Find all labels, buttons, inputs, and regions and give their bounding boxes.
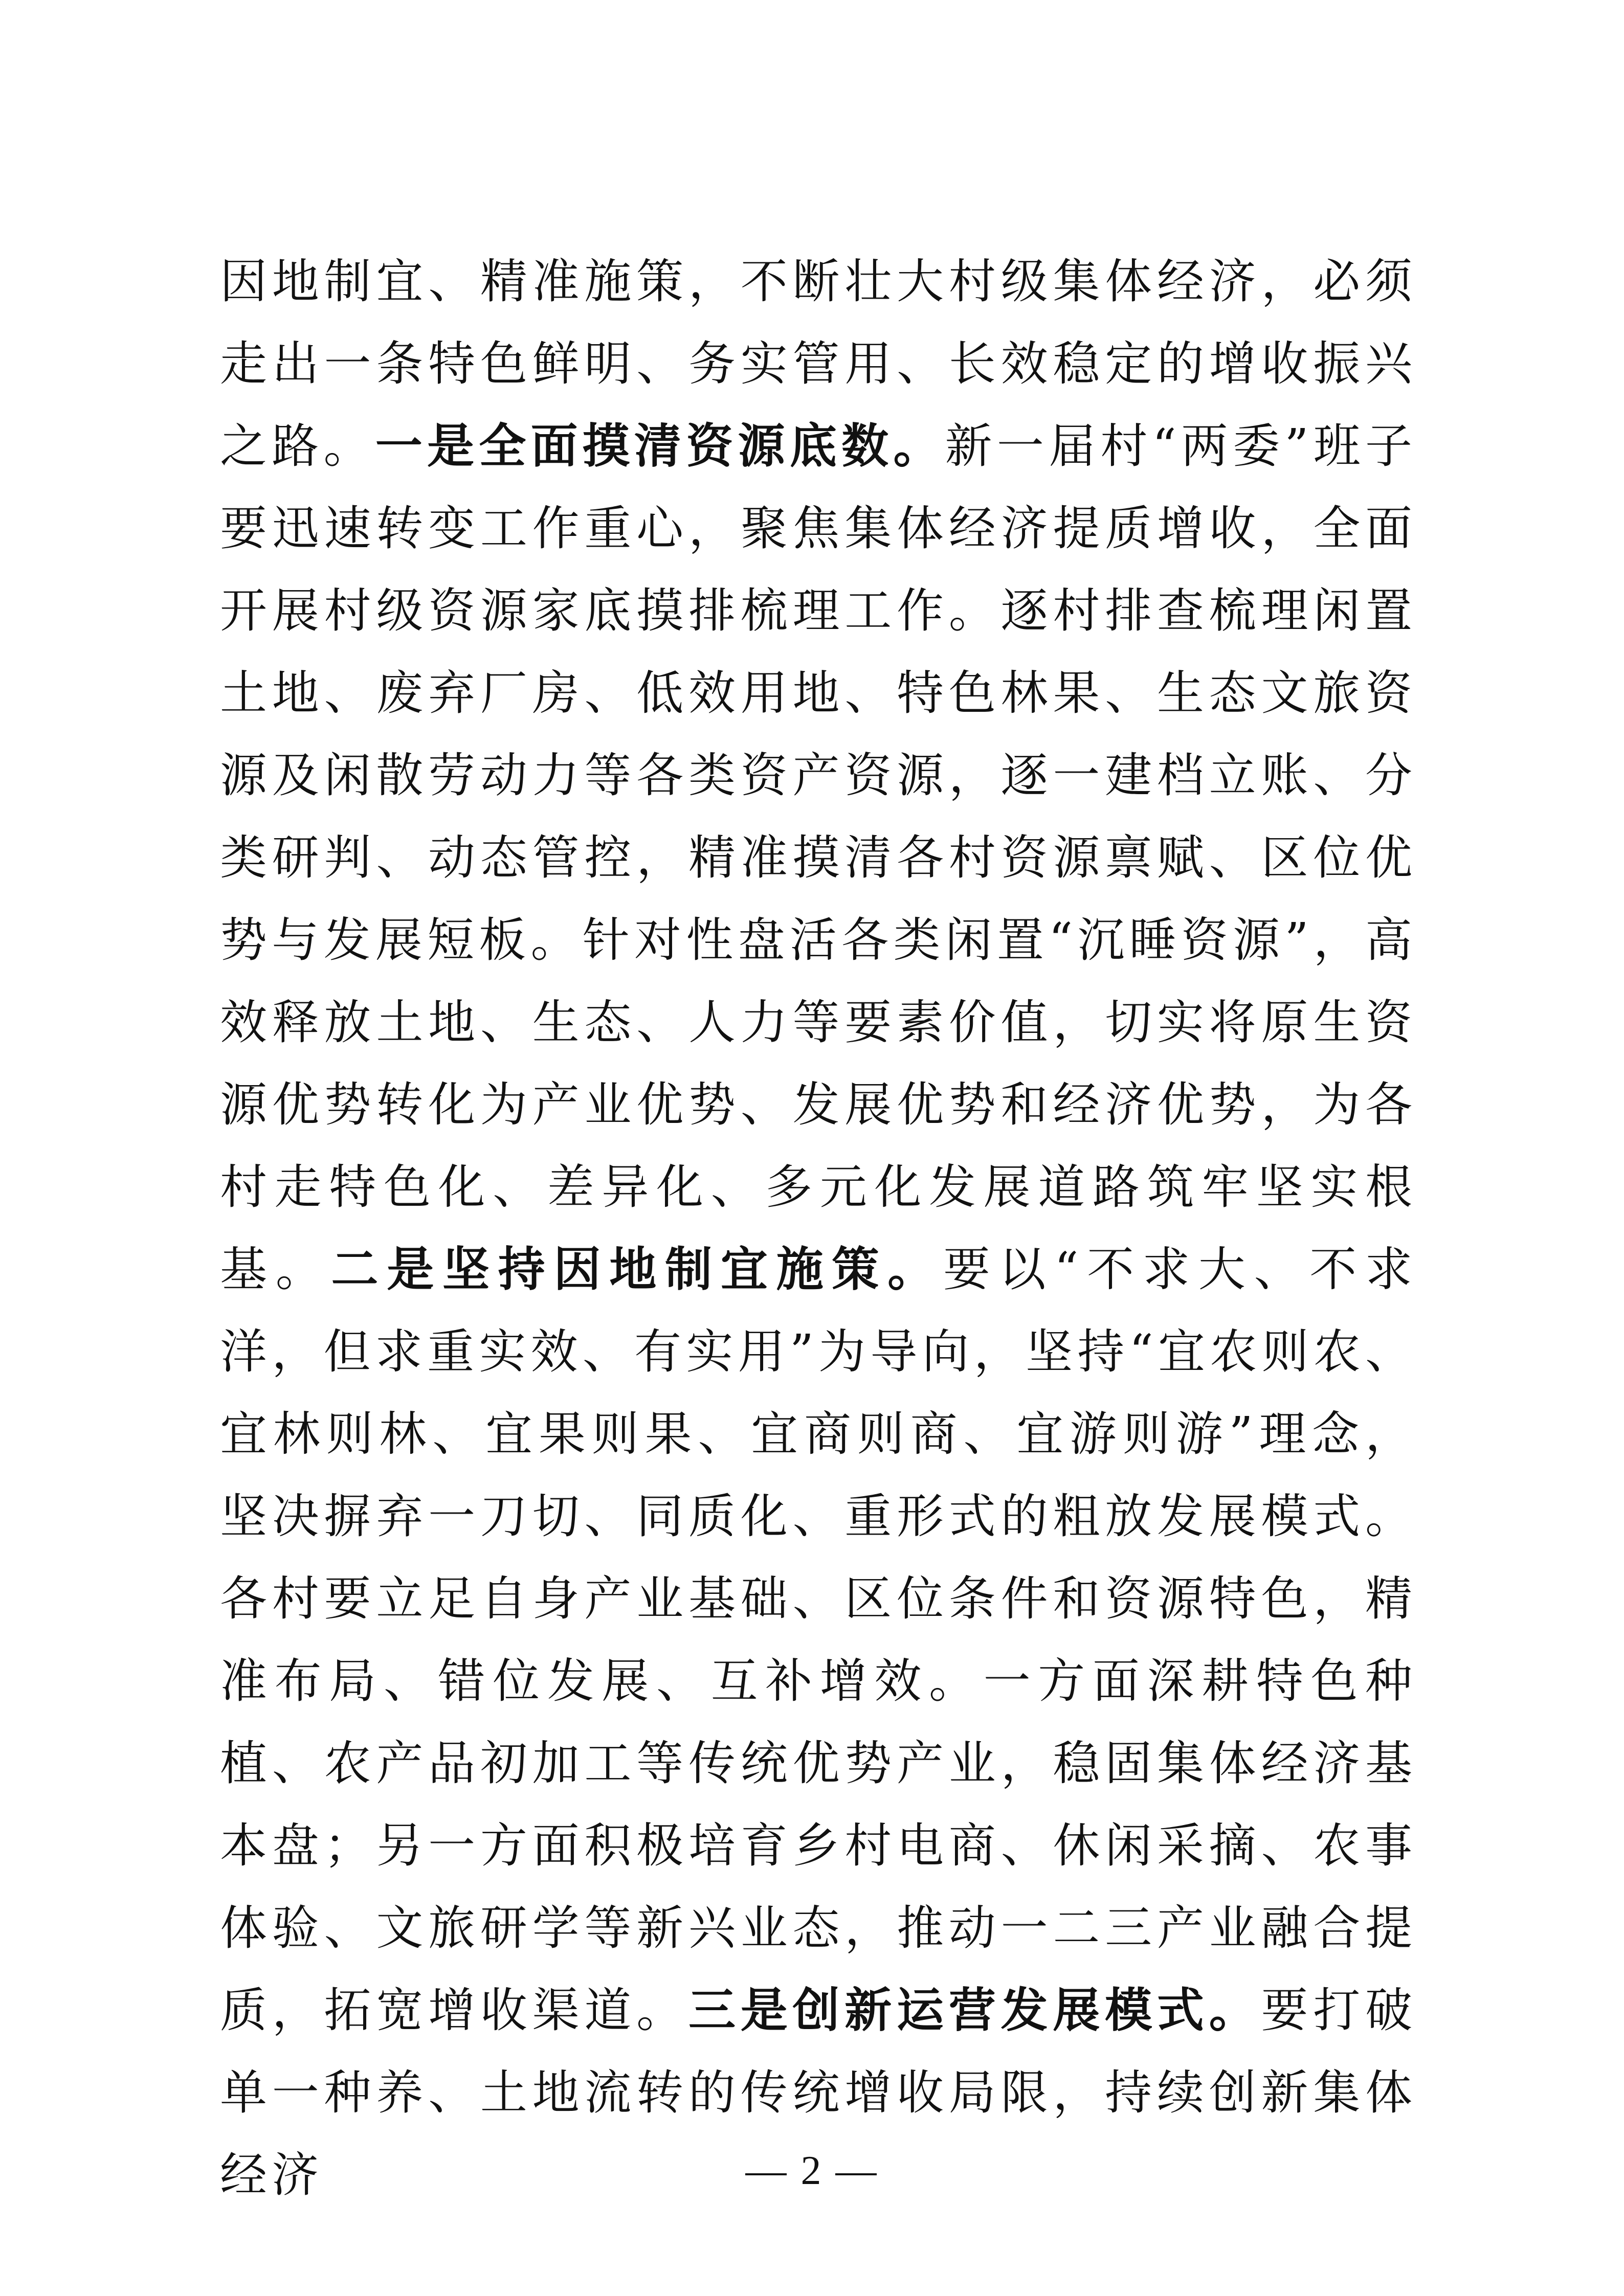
- page-number: — 2 —: [745, 2148, 879, 2193]
- text-segment: 要打破单一种养、土地流转的传统增收局限，持续创新集体经济: [220, 1983, 1417, 2202]
- text-segment: 因地制宜、精准施策，不断壮大村级集体经济，必须走出一条特色鲜明、务实管用、长效稳定的增收振兴之路。: [220, 254, 1417, 474]
- bold-heading-1: 一是全面摸清资源底数。: [375, 419, 945, 474]
- bold-heading-3: 三是创新运营发展模式。: [688, 1983, 1261, 2038]
- text-segment: 要以“不求大、不求洋，但求重实效、有实用”为导向，坚持“宜农则农、宜林则林、宜果则果、宜商则商、宜游则游”理念，坚决摒弃一刀切、同质化、重形式的粗放发展模式。各村要立足自身产业基础、区位条件和资源特色，精准布局、错位发展、互补增效。一方面深耕特色种植、农产品初加工等传统优势产业，稳固集体经济基本盘；另一方面积极培育乡村电商、休闲采摘、农事体验、文旅研学等新兴业态，推动一二三产业融合提质，拓宽增收渠道。: [220, 1242, 1417, 2038]
- text-segment: 新一届村“两委”班子要迅速转变工作重心，聚焦集体经济提质增收，全面开展村级资源家底摸排梳理工作。逐村排查梳理闲置土地、废弃厂房、低效用地、特色林果、生态文旅资源及闲散劳动力等各类资产资源，逐一建档立账、分类研判、动态管控，精准摸清各村资源禀赋、区位优势与发展短板。针对性盘活各类闲置“沉睡资源”，高效释放土地、生态、人力等要素价值，切实将原生资源优势转化为产业优势、发展优势和经济优势，为各村走特色化、差异化、多元化发展道路筑牢坚实根基。: [220, 419, 1417, 1297]
- bold-heading-2: 二是坚持因地制宜施策。: [331, 1242, 943, 1297]
- body-paragraph: [220, 240, 1417, 2216]
